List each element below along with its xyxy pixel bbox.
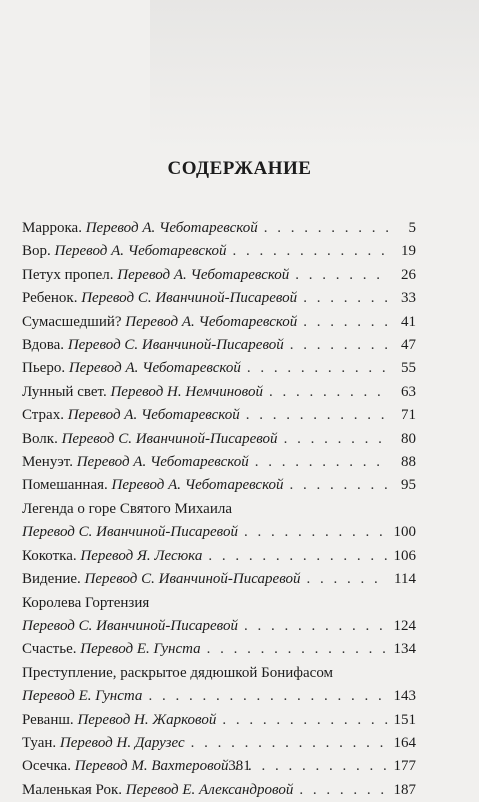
leader-dots (303, 287, 388, 310)
toc-entry (22, 381, 416, 404)
entry-translator: Перевод Е. Гунста (80, 641, 201, 658)
entry-translator: Перевод С. Иванчиной-Писаревой (84, 571, 301, 588)
leader-dots (222, 709, 387, 732)
entry-title: Сумасшедший? (22, 313, 122, 330)
entry-page-number: 151 (393, 711, 416, 728)
entry-title: Туан. (22, 734, 57, 751)
entry-translator: Перевод М. Вахтеровой (74, 758, 229, 775)
entry-page-number: 71 (401, 407, 416, 424)
leader-dots (246, 404, 388, 427)
entry-translator: Перевод С. Иванчиной-Писаревой (67, 337, 284, 354)
entry-page-number: 100 (393, 524, 416, 541)
entry-page-number: 55 (401, 360, 416, 377)
entry-title: Королева Гортензия (22, 594, 150, 611)
entry-page-number: 177 (393, 758, 416, 775)
toc-entry (22, 732, 416, 755)
entry-title: Помешанная. (22, 477, 108, 494)
leader-dots (284, 428, 388, 451)
entry-title: Преступление, раскрытое дядюшкой Бонифасом (22, 664, 334, 681)
leader-dots (269, 381, 388, 404)
entry-translator: Перевод Н. Дарузес (59, 734, 185, 751)
entry-page-number: 63 (401, 383, 416, 400)
leader-dots (255, 451, 388, 474)
leader-dots (307, 568, 388, 591)
entry-page-number: 134 (393, 641, 416, 658)
leader-dots (244, 521, 388, 544)
leader-dots (295, 264, 388, 287)
entry-translator: Перевод А. Чеботаревской (85, 220, 258, 236)
entry-title: Петух пропел. (22, 266, 114, 283)
entry-page-number: 114 (394, 571, 416, 588)
leader-dots (191, 732, 388, 755)
toc-entry (22, 545, 416, 568)
entry-title: Лунный свет. (22, 383, 107, 400)
entry-translator: Перевод А. Чеботаревской (117, 266, 290, 283)
entry-translator: Перевод Я. Лесюка (80, 547, 203, 564)
leader-dots (244, 615, 388, 638)
toc-entry (22, 404, 416, 427)
show-through-text (150, 0, 479, 150)
entry-title: Осечка. (22, 758, 71, 775)
entry-title: Маленькая Рок. (22, 781, 123, 798)
toc-entry (22, 709, 416, 732)
leader-dots (290, 474, 388, 497)
entry-translator: Перевод А. Чеботаревской (111, 477, 284, 494)
leader-dots (207, 638, 388, 661)
entry-page-number: 41 (401, 313, 416, 330)
entry-title: Реванш. (22, 711, 74, 728)
entry-title: Видение. (22, 571, 81, 588)
entry-title: Пьеро. (22, 360, 66, 377)
entry-title: Ребенок. (22, 290, 78, 307)
entry-title: Вдова. (22, 337, 65, 354)
entry-title: Страх. (22, 407, 64, 424)
entry-page-number: 143 (393, 688, 416, 705)
entry-translator: Перевод Е. Гунста (22, 688, 143, 705)
toc-entry (22, 451, 416, 474)
leader-dots (264, 217, 388, 240)
entry-title: Волк. (22, 430, 58, 447)
entry-page-number: 124 (393, 617, 416, 634)
entry-translator: Перевод А. Чеботаревской (76, 454, 249, 471)
entry-translator: Перевод Н. Жарковой (77, 711, 217, 728)
entry-translator: Перевод С. Иванчиной-Писаревой (61, 430, 278, 447)
toc-entry (22, 592, 416, 639)
toc-entry (22, 264, 416, 287)
toc-entry (22, 334, 416, 357)
entry-page-number: 80 (401, 430, 416, 447)
toc-entry (22, 779, 416, 802)
toc-entry (22, 638, 416, 661)
toc-entry (22, 217, 416, 240)
entry-translator: Перевод С. Иванчиной-Писаревой (22, 524, 238, 541)
leader-dots (148, 685, 387, 708)
entry-page-number: 19 (401, 243, 416, 260)
toc-entry (22, 287, 416, 310)
entry-page-number: 95 (401, 477, 416, 494)
toc-entry (22, 311, 416, 334)
toc-entry (22, 240, 416, 263)
entry-page-number: 5 (408, 220, 416, 236)
entry-title: Кокотка. (22, 547, 77, 564)
entry-title: Вор. (22, 243, 51, 260)
entry-translator: Перевод А. Чеботаревской (125, 313, 298, 330)
entry-title: Легенда о горе Святого Михаила (22, 500, 233, 517)
leader-dots (299, 779, 387, 802)
leader-dots (208, 545, 387, 568)
leader-dots (290, 334, 388, 357)
toc-entry (22, 428, 416, 451)
entry-page-number: 106 (393, 547, 416, 564)
entry-translator: Перевод Н. Немчиновой (110, 383, 263, 400)
entry-page-number: 187 (393, 781, 416, 798)
entry-title: Счастье. (22, 641, 77, 658)
entry-title: Менуэт. (22, 454, 73, 471)
toc-entry (22, 357, 416, 380)
toc-entry (22, 568, 416, 591)
entry-page-number: 47 (401, 337, 416, 354)
entry-page-number: 26 (401, 266, 416, 283)
leader-dots (233, 240, 388, 263)
toc-entry (22, 498, 416, 545)
entry-translator: Перевод С. Иванчиной-Писаревой (22, 617, 238, 634)
entry-translator: Перевод А. Чеботаревской (68, 360, 241, 377)
entry-title: Маррока. (22, 220, 82, 236)
entry-page-number: 88 (401, 454, 416, 471)
page-title: СОДЕРЖАНИЕ (167, 158, 312, 179)
leader-dots (303, 311, 388, 334)
entry-page-number: 33 (401, 290, 416, 307)
table-of-contents (22, 217, 416, 802)
toc-entry (22, 474, 416, 497)
entry-translator: Перевод С. Иванчиной-Писаревой (81, 290, 298, 307)
page-number-footer: 381 (228, 758, 251, 774)
entry-page-number: 164 (393, 734, 416, 751)
entry-translator: Перевод Е. Александровой (125, 781, 294, 798)
entry-translator: Перевод А. Чеботаревской (54, 243, 227, 260)
toc-entry (22, 662, 416, 709)
entry-translator: Перевод А. Чеботаревской (67, 407, 240, 424)
leader-dots (247, 357, 388, 380)
